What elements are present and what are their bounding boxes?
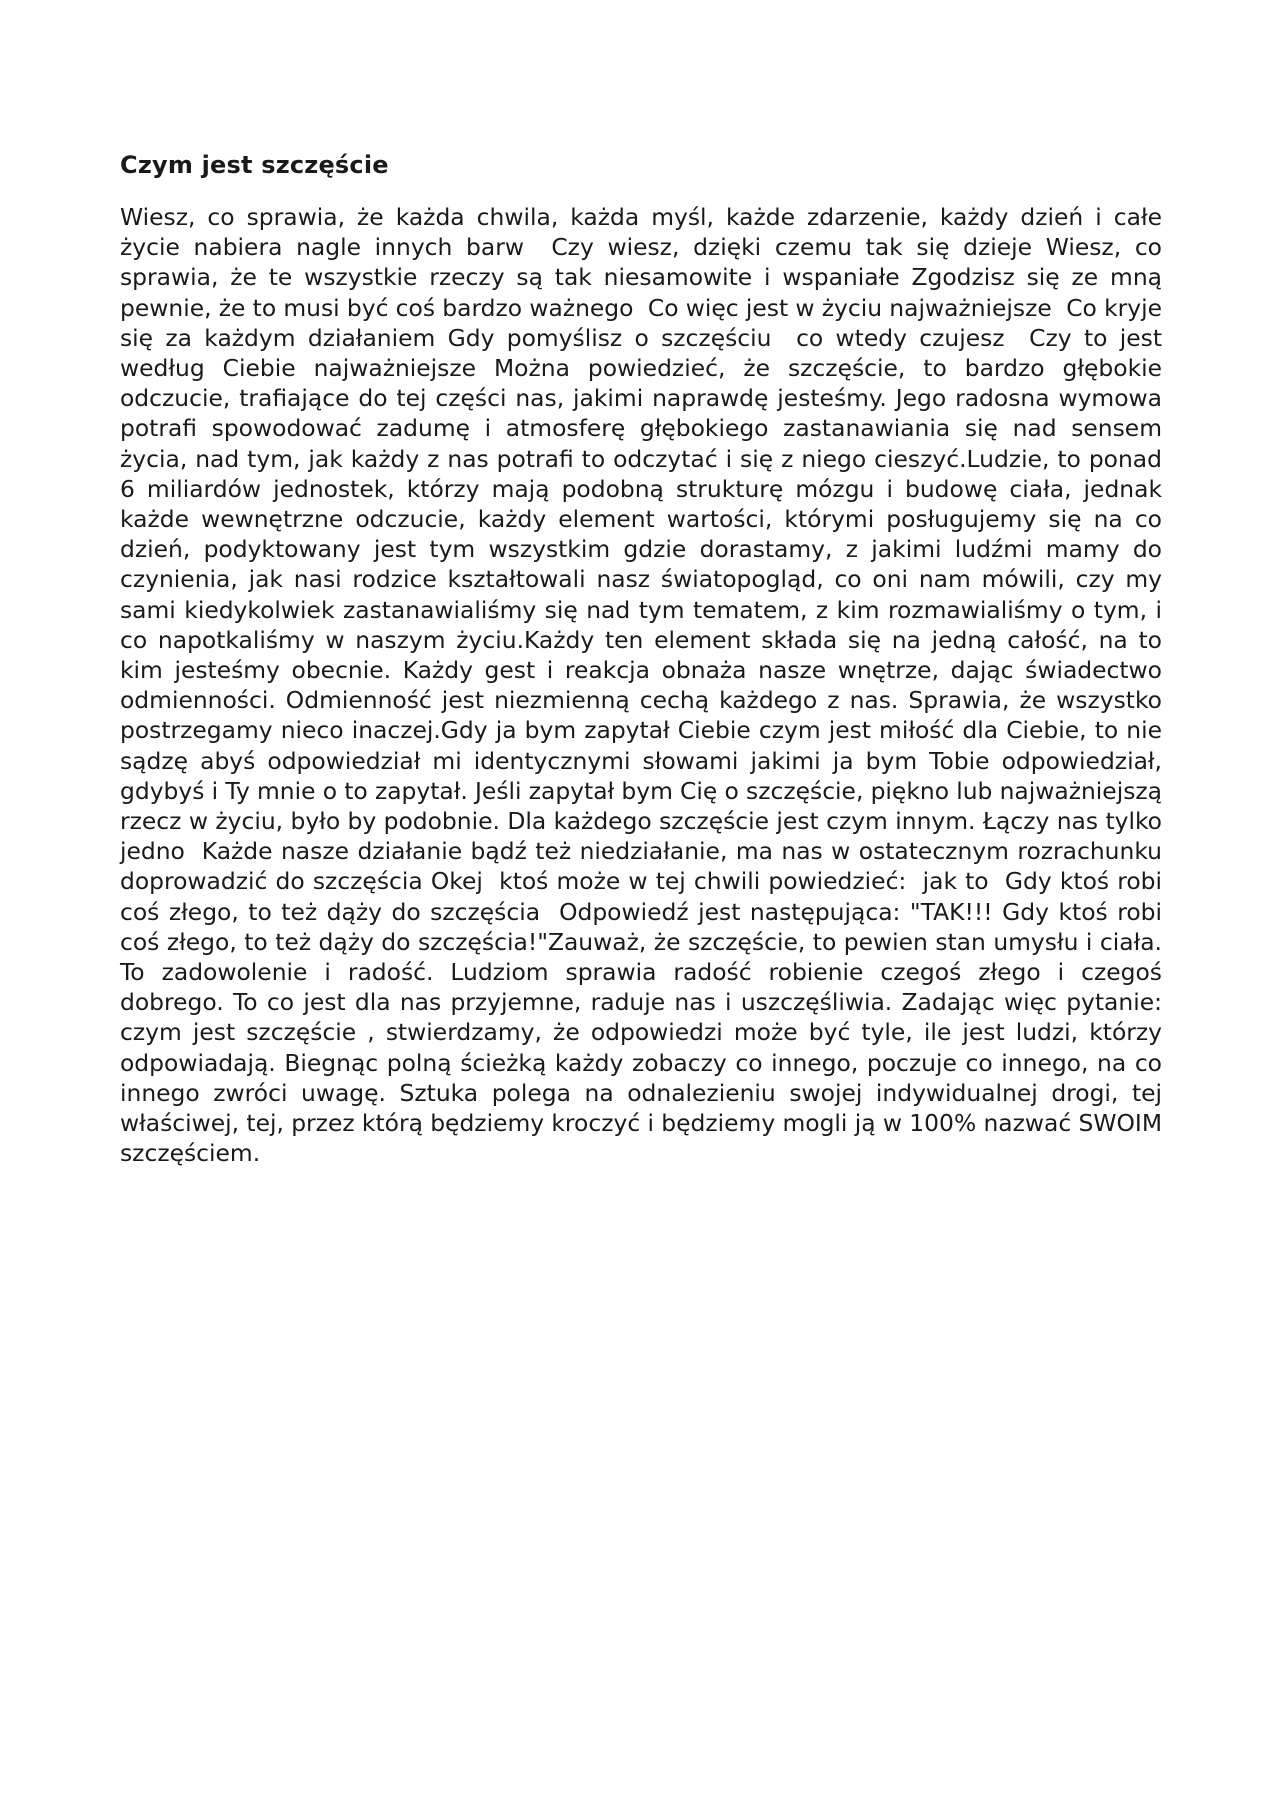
document-title: Czym jest szczęście bbox=[120, 151, 389, 179]
document-content bbox=[120, 150, 1183, 1169]
document-body-paragraph: Wiesz, co sprawia, że każda chwila, każda myśl, każde zdarzenie, każdy dzień i całe życie nabiera nagle innych barw Czy wiesz, dzięki czemu tak się dzieje Wiesz, co sprawia, że te wszystkie rzeczy są tak niesamowite i wspaniałe Zgodzisz się ze mną pewnie, że to musi być coś bardzo ważnego Co więc jest w życiu najważniejsze Co kryje się za każdym działaniem Gdy pomyślisz o szczęściu co wtedy czujesz Czy to jest według Ciebie najważniejsze Można powiedzieć, że szczęście, to bardzo głębokie odczucie, trafiające do tej części nas, jakimi naprawdę jesteśmy. Jego radosna wymowa potrafi spowodować zadumę i atmosferę głębokiego zastanawiania się nad sensem życia, nad tym, jak każdy z nas potrafi to odczytać i się z niego cieszyć.Ludzie, to ponad 6 miliardów jednostek, którzy mają podobną strukturę mózgu i budowę ciała, jednak każde wewnętrzne odczucie, każdy element wartości, którymi posługujemy się na co dzień, podyktowany jest tym wszystkim gdzie dorastamy, z jakimi ludźmi mamy do czynienia, jak nasi rodzice kształtowali nasz światopogląd, co oni nam mówili, czy my sami kiedykolwiek zastanawialiśmy się nad tym tematem, z kim rozmawialiśmy o tym, i co napotkaliśmy w naszym życiu.Każdy ten element składa się na jedną całość, na to kim jesteśmy obecnie. Każdy gest i reakcja obnaża nasze wnętrze, dając świadectwo odmienności. Odmienność jest niezmienną cechą każdego z nas. Sprawia, że wszystko postrzegamy nieco inaczej.Gdy ja bym zapytał Ciebie czym jest miłość dla Ciebie, to nie sądzę abyś odpowiedział mi identycznymi słowami jakimi ja bym Tobie odpowiedział, gdybyś i Ty mnie o to zapytał. Jeśli zapytał bym Cię o szczęście, piękno lub najważniejszą rzecz w życiu, było by podobnie. Dla każdego szczęście jest czym innym. Łączy nas tylko jedno Każde nasze działanie bądź też niedziałanie, ma nas w ostatecznym rozrachunku doprowadzić do szczęścia Okej ktoś może w tej chwili powiedzieć: jak to Gdy ktoś robi coś złego, to też dąży do szczęścia Odpowiedź jest następująca: "TAK!!! Gdy ktoś robi coś złego, to też dąży do szczęścia!"Zauważ, że szczęście, to pewien stan umysłu i ciała. To zadowolenie i radość. Ludziom sprawia radość robienie czegoś złego i czegoś dobrego. To co jest dla nas przyjemne, raduje nas i uszczęśliwia. Zadając więc pytanie: czym jest szczęście , stwierdzamy, że odpowiedzi może być tyle, ile jest ludzi, którzy odpowiadają. Biegnąc polną ścieżką każdy zobaczy co innego, poczuje co innego, na co innego zwróci uwagę. Sztuka polega na odnalezieniu swojej indywidualnej drogi, tej właściwej, tej, przez którą będziemy kroczyć i będziemy mogli ją w 100% nazwać SWOIM szczęściem. bbox=[120, 203, 1183, 1168]
